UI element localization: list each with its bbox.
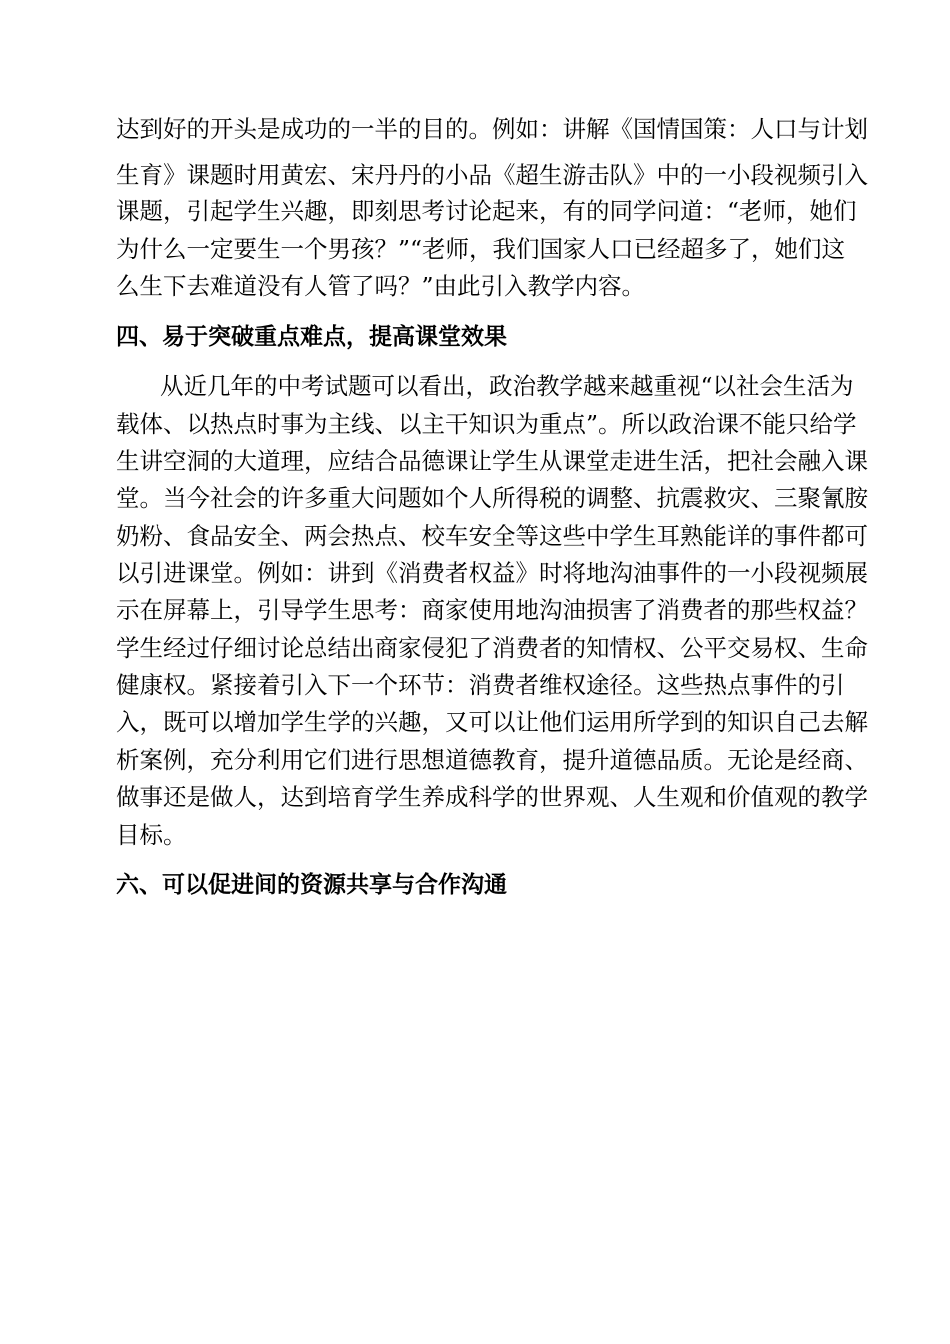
section-heading-6: 六、可以促进间的资源共享与合作沟通 (116, 872, 507, 898)
paragraph-1-line-5: 么生下去难道没有人管了吗？”由此引入教学内容。 (116, 272, 646, 300)
paragraph-1-line-3: 课题，引起学生兴趣，即刻思考讨论起来，有的同学问道：“老师，她们 (116, 197, 857, 225)
paragraph-1-line-4: 为什么一定要生一个男孩？”“老师，我们国家人口已经超多了，她们这 (116, 235, 846, 263)
paragraph-2-line-5: 奶粉、食品安全、两会热点、校车安全等这些中学生耳熟能详的事件都可 (116, 522, 868, 550)
paragraph-2-line-8: 学生经过仔细讨论总结出商家侵犯了消费者的知情权、公平交易权、生命 (116, 634, 868, 662)
paragraph-1-line-1: 达到好的开头是成功的一半的目的。例如：讲解《国情国策：人口与计划 (116, 115, 868, 143)
paragraph-2-line-4: 堂。当今社会的许多重大问题如个人所得税的调整、抗震救灾、三聚氰胺 (116, 484, 868, 512)
paragraph-2-line-12: 做事还是做人，达到培育学生养成科学的世界观、人生观和价值观的教学 (116, 783, 868, 811)
paragraph-2-line-9: 健康权。紧接着引入下一个环节：消费者维权途径。这些热点事件的引 (116, 671, 845, 699)
paragraph-2-line-13: 目标。 (116, 821, 187, 849)
section-heading-4: 四、易于突破重点难点，提高课堂效果 (116, 324, 507, 350)
paragraph-2-line-11: 析案例，充分利用它们进行思想道德教育，提升道德品质。无论是经商、 (116, 746, 868, 774)
paragraph-1-line-2: 生育》课题时用黄宏、宋丹丹的小品《超生游击队》中的一小段视频引入 (116, 161, 868, 189)
paragraph-2-line-6: 以引进课堂。例如：讲到《消费者权益》时将地沟油事件的一小段视频展 (116, 559, 868, 587)
paragraph-2-line-1: 从近几年的中考试题可以看出，政治教学越来越重视“以社会生活为 (160, 372, 854, 400)
paragraph-2-line-7: 示在屏幕上，引导学生思考：商家使用地沟油损害了消费者的那些权益？ (116, 596, 868, 624)
paragraph-2-line-2: 载体、以热点时事为主线、以主干知识为重点”。所以政治课不能只给学 (116, 410, 857, 438)
paragraph-2-line-10: 入，既可以增加学生学的兴趣，又可以让他们运用所学到的知识自己去解 (116, 708, 868, 736)
paragraph-2-line-3: 生讲空洞的大道理，应结合品德课让学生从课堂走进生活，把社会融入课 (116, 447, 868, 475)
